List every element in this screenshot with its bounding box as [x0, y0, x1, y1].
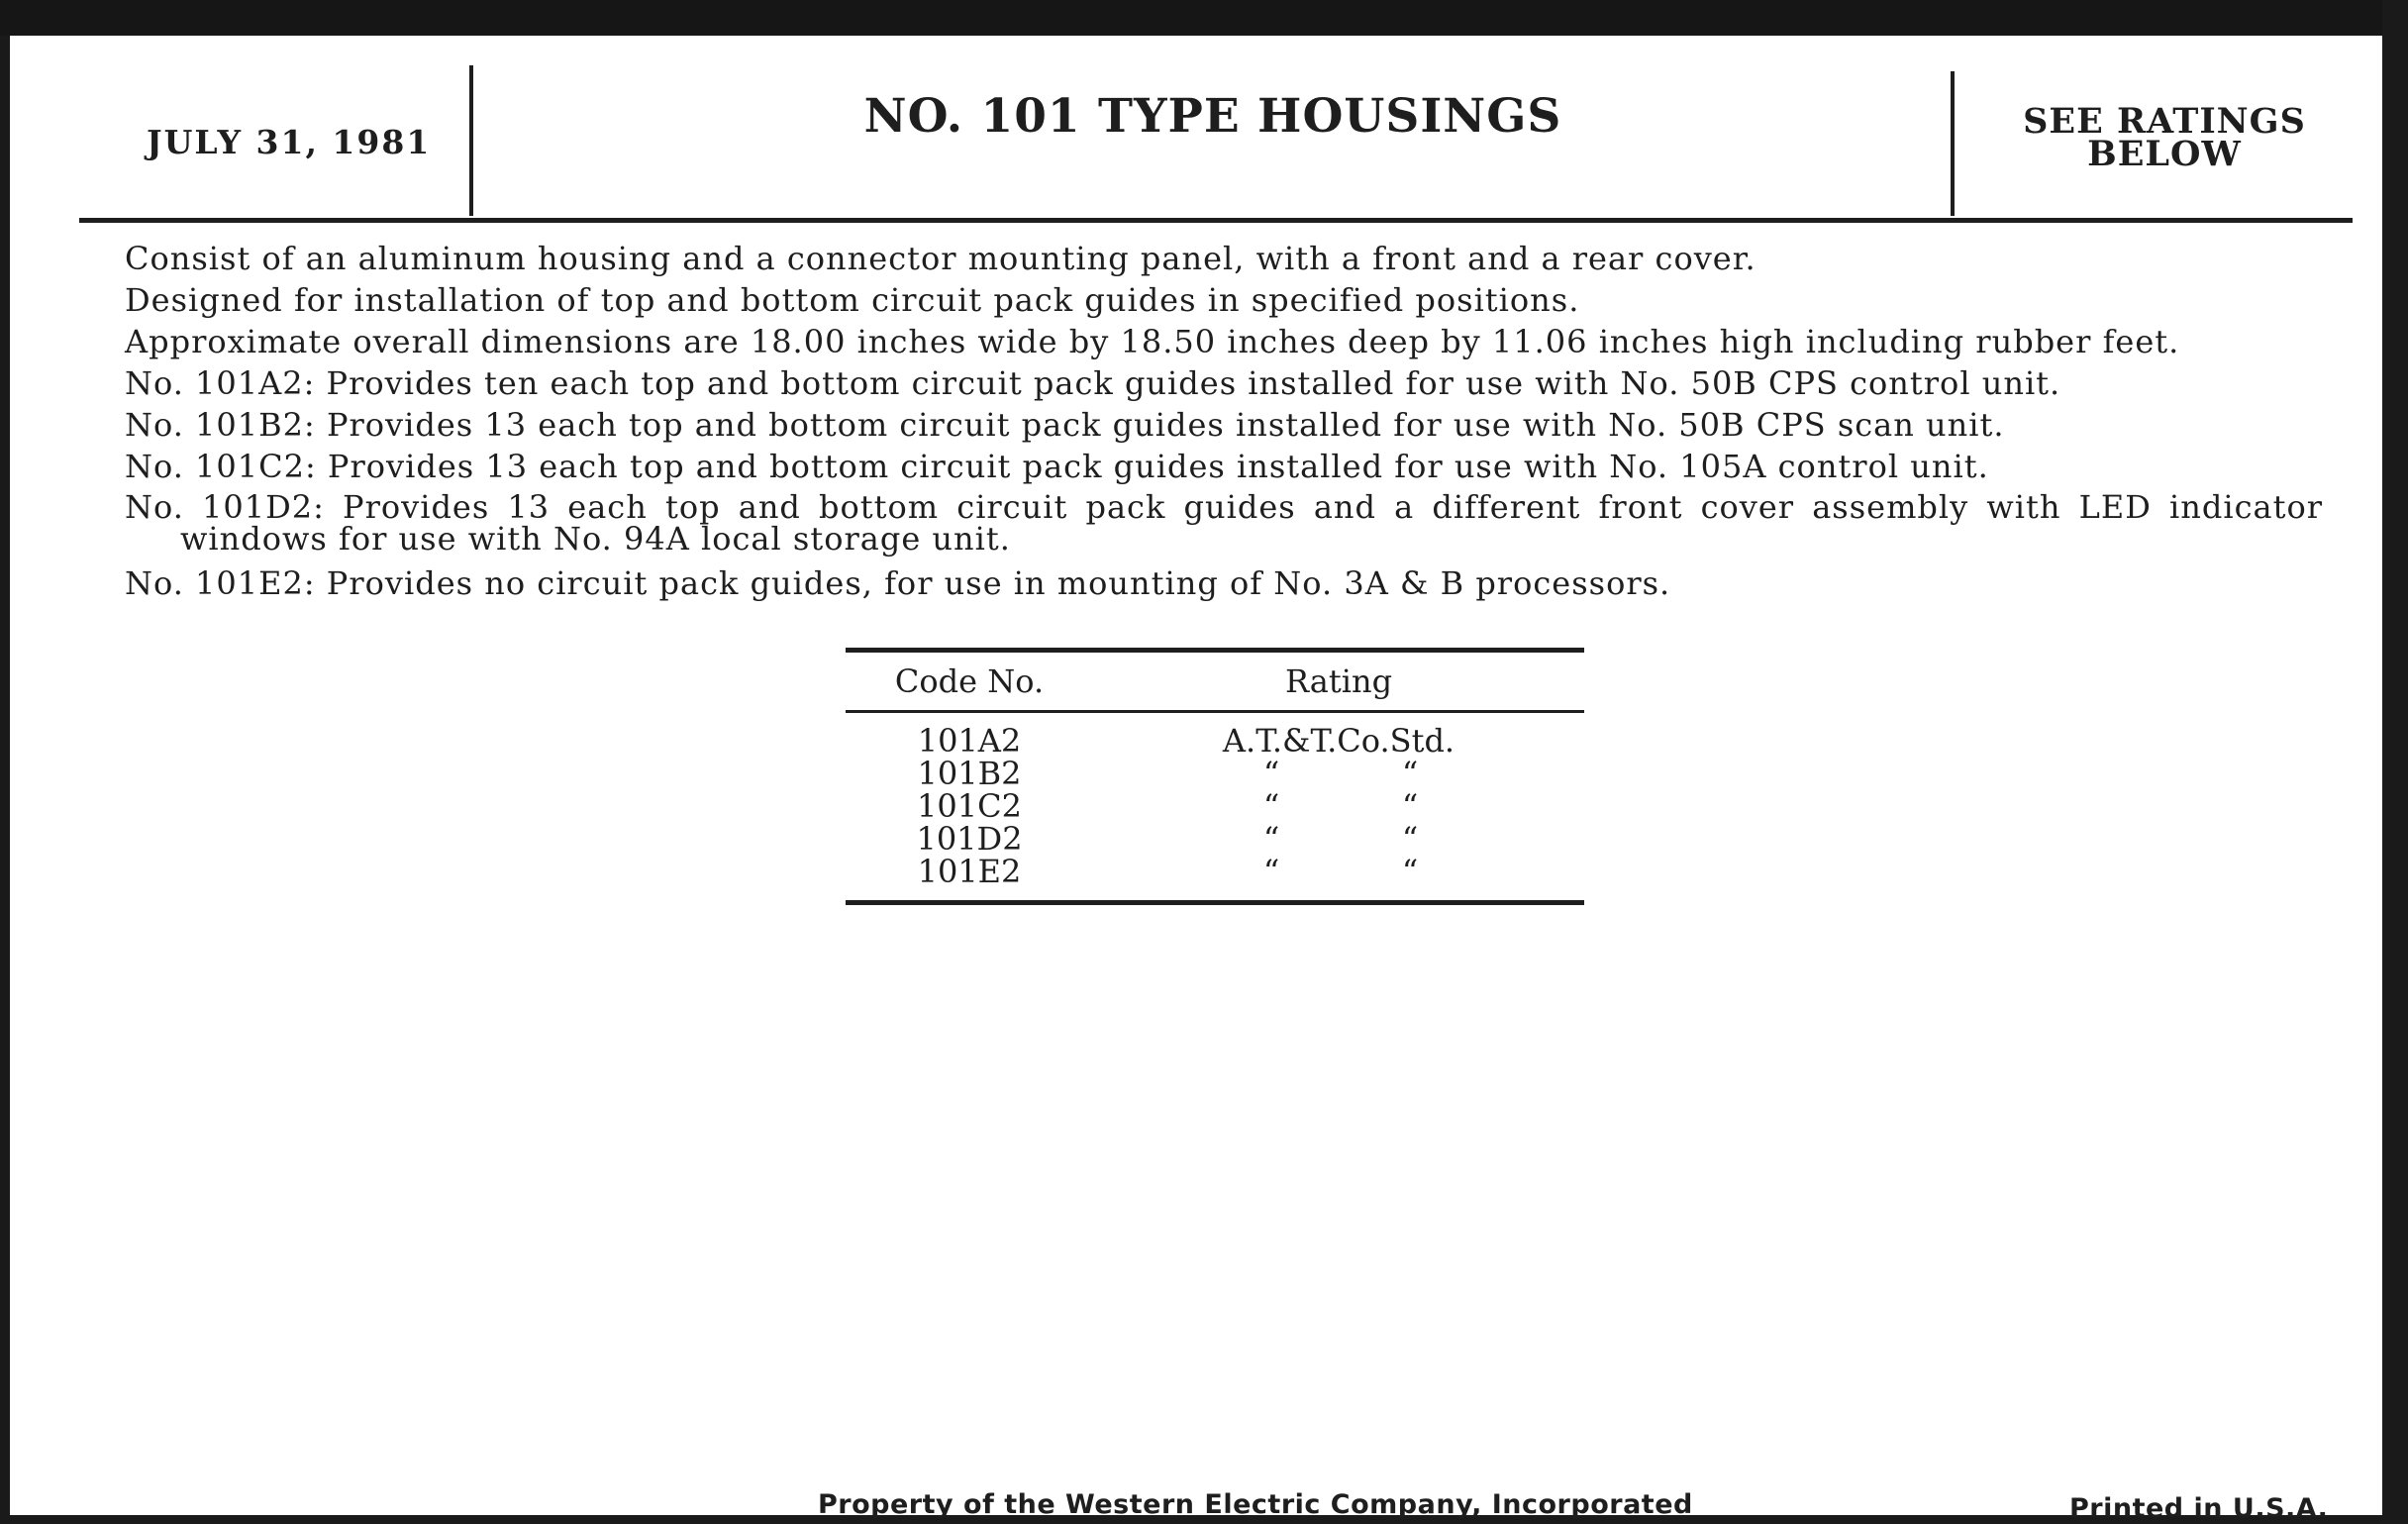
ditto-mark: “ [1401, 820, 1419, 858]
table-header-code: Code No. [894, 662, 1045, 700]
table-row [846, 755, 1584, 792]
ditto-mark: “ [1262, 820, 1280, 858]
table-cell-rating: A.T.&T.Co.Std. [1222, 722, 1455, 760]
table-row [846, 722, 1584, 760]
ditto-mark: “ [1401, 755, 1419, 792]
paragraph-dimensions: Approximate overall dimensions are 18.00 inches wide by 18.50 inches deep by 11.06 inches high including rubber feet. [125, 323, 2180, 360]
table-header-rating: Rating [1284, 662, 1393, 700]
table-row [846, 853, 1584, 890]
table-cell-rating [1093, 820, 1584, 858]
paragraph-101d2: No. 101D2: Provides 13 each top and bottom circuit pack guides and a different front cover assembly with LED indicator windows for use with No. 94A local storage unit. [125, 488, 2323, 558]
ditto-marks [1198, 853, 1479, 890]
table-row [846, 820, 1584, 858]
table-rule-bottom [846, 900, 1584, 905]
description-body [125, 238, 2323, 604]
header-divider-right [1951, 71, 1955, 216]
page-title: NO. 101 TYPE HOUSINGS [863, 89, 1562, 144]
paragraph-101c2: No. 101C2: Provides 13 each top and bottom circuit pack guides installed for use with No. 105A control unit. [125, 448, 1989, 485]
ratings-note-line-1: SEE RATINGS [2023, 101, 2306, 142]
ditto-mark: “ [1401, 787, 1419, 825]
header-divider-left [469, 65, 473, 216]
paragraph-construction: Consist of an aluminum housing and a connector mounting panel, with a front and a rear cover. [125, 240, 1756, 277]
table-row [846, 787, 1584, 825]
table-cell-rating [1093, 853, 1584, 890]
ditto-mark: “ [1401, 853, 1419, 890]
ditto-marks [1198, 755, 1479, 792]
ditto-mark: “ [1262, 853, 1280, 890]
paragraph-101a2: No. 101A2: Provides ten each top and bottom circuit pack guides installed for use with No. 50B CPS control unit. [125, 364, 2061, 402]
table-cell-code: 101C2 [917, 787, 1022, 825]
ditto-mark: “ [1262, 787, 1280, 825]
ditto-marks [1198, 820, 1479, 858]
table-cell-code: 101E2 [917, 853, 1022, 890]
ditto-marks [1198, 787, 1479, 825]
ratings-table [846, 648, 1584, 905]
paragraph-101e2: No. 101E2: Provides no circuit pack guides, for use in mounting of No. 3A & B processors. [125, 564, 1671, 602]
table-header-row [846, 653, 1584, 710]
header-date: JULY 31, 1981 [147, 123, 432, 161]
table-cell-rating [1093, 787, 1584, 825]
table-cell-code: 101D2 [916, 820, 1023, 858]
ditto-mark: “ [1262, 755, 1280, 792]
table-cell-rating [1093, 755, 1584, 792]
footer-property-notice: Property of the Western Electric Company, Incorporated [818, 1489, 1693, 1520]
table-body [846, 713, 1584, 900]
table-cell-code: 101B2 [917, 755, 1022, 792]
document-page [10, 36, 2382, 1524]
paragraph-design: Designed for installation of top and bottom circuit pack guides in specified positions. [125, 281, 1580, 319]
scan-border-top [0, 0, 2408, 36]
footer-printed-notice: Printed in U.S.A. [2069, 1493, 2329, 1524]
paragraph-101b2: No. 101B2: Provides 13 each top and bottom circuit pack guides installed for use with No. 50B CPS scan unit. [125, 406, 2005, 444]
header-ratings-note [1956, 101, 2372, 174]
scan-border-right [2382, 0, 2408, 1515]
ratings-note-line-2: BELOW [2087, 134, 2242, 174]
header-rule [79, 218, 2353, 223]
table-cell-code: 101A2 [917, 722, 1022, 760]
